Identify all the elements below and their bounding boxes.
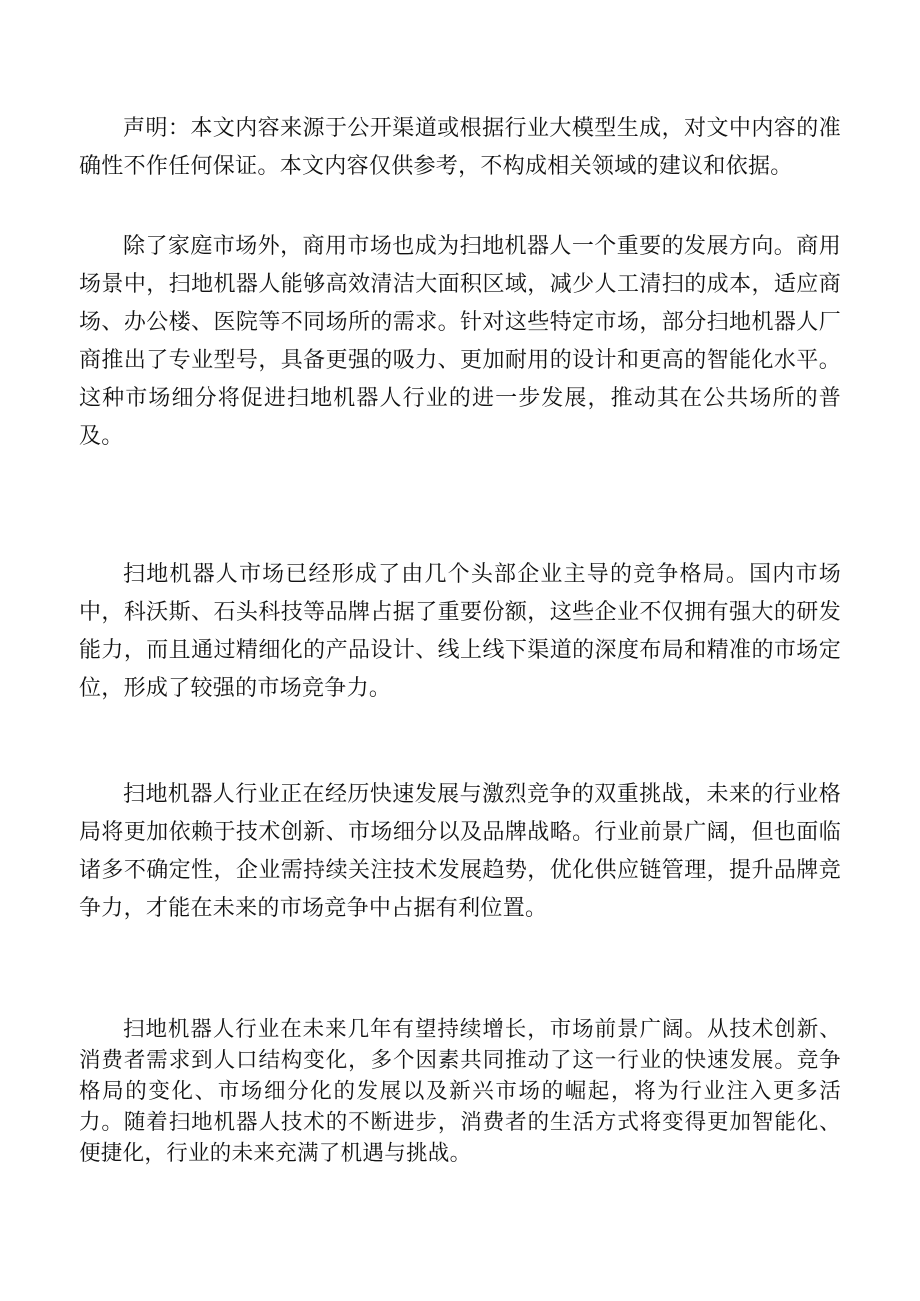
body-paragraph: 扫地机器人行业在未来几年有望持续增长，市场前景广阔。从技术创新、消费者需求到人口结构变化，多个因素共同推动了这一行业的快速发展。竞争格局的变化、市场细分化的发展以及新兴市场的崛起，将为行业注入更多活力。随着扫地机器人技术的不断进步，消费者的生活方式将变得更加智能化、便捷化，行业的未来充满了机遇与挑战。 bbox=[79, 1017, 841, 1166]
body-paragraph: 扫地机器人行业正在经历快速发展与激烈竞争的双重挑战，未来的行业格局将更加依赖于技术创新、市场细分以及品牌战略。行业前景广阔，但也面临诸多不确定性，企业需持续关注技术发展趋势，优化供应链管理，提升品牌竞争力，才能在未来的市场竞争中占据有利位置。 bbox=[79, 782, 841, 921]
body-paragraph: 扫地机器人市场已经形成了由几个头部企业主导的竞争格局。国内市场中，科沃斯、石头科技等品牌占据了重要份额，这些企业不仅拥有强大的研发能力，而且通过精细化的产品设计、线上线下渠道的深度布局和精准的市场定位，形成了较强的市场竞争力。 bbox=[79, 562, 841, 701]
body-paragraph: 除了家庭市场外，商用市场也成为扫地机器人一个重要的发展方向。商用场景中，扫地机器人能够高效清洁大面积区域，减少人工清扫的成本，适应商场、办公楼、医院等不同场所的需求。针对这些特定市场，部分扫地机器人厂商推出了专业型号，具备更强的吸力、更加耐用的设计和更高的智能化水平。这种市场细分将促进扫地机器人行业的进一步发展，推动其在公共场所的普及。 bbox=[79, 234, 841, 449]
disclaimer-paragraph: 声明：本文内容来源于公开渠道或根据行业大模型生成，对文中内容的准确性不作任何保证。本文内容仅供参考，不构成相关领域的建议和依据。 bbox=[79, 116, 841, 179]
